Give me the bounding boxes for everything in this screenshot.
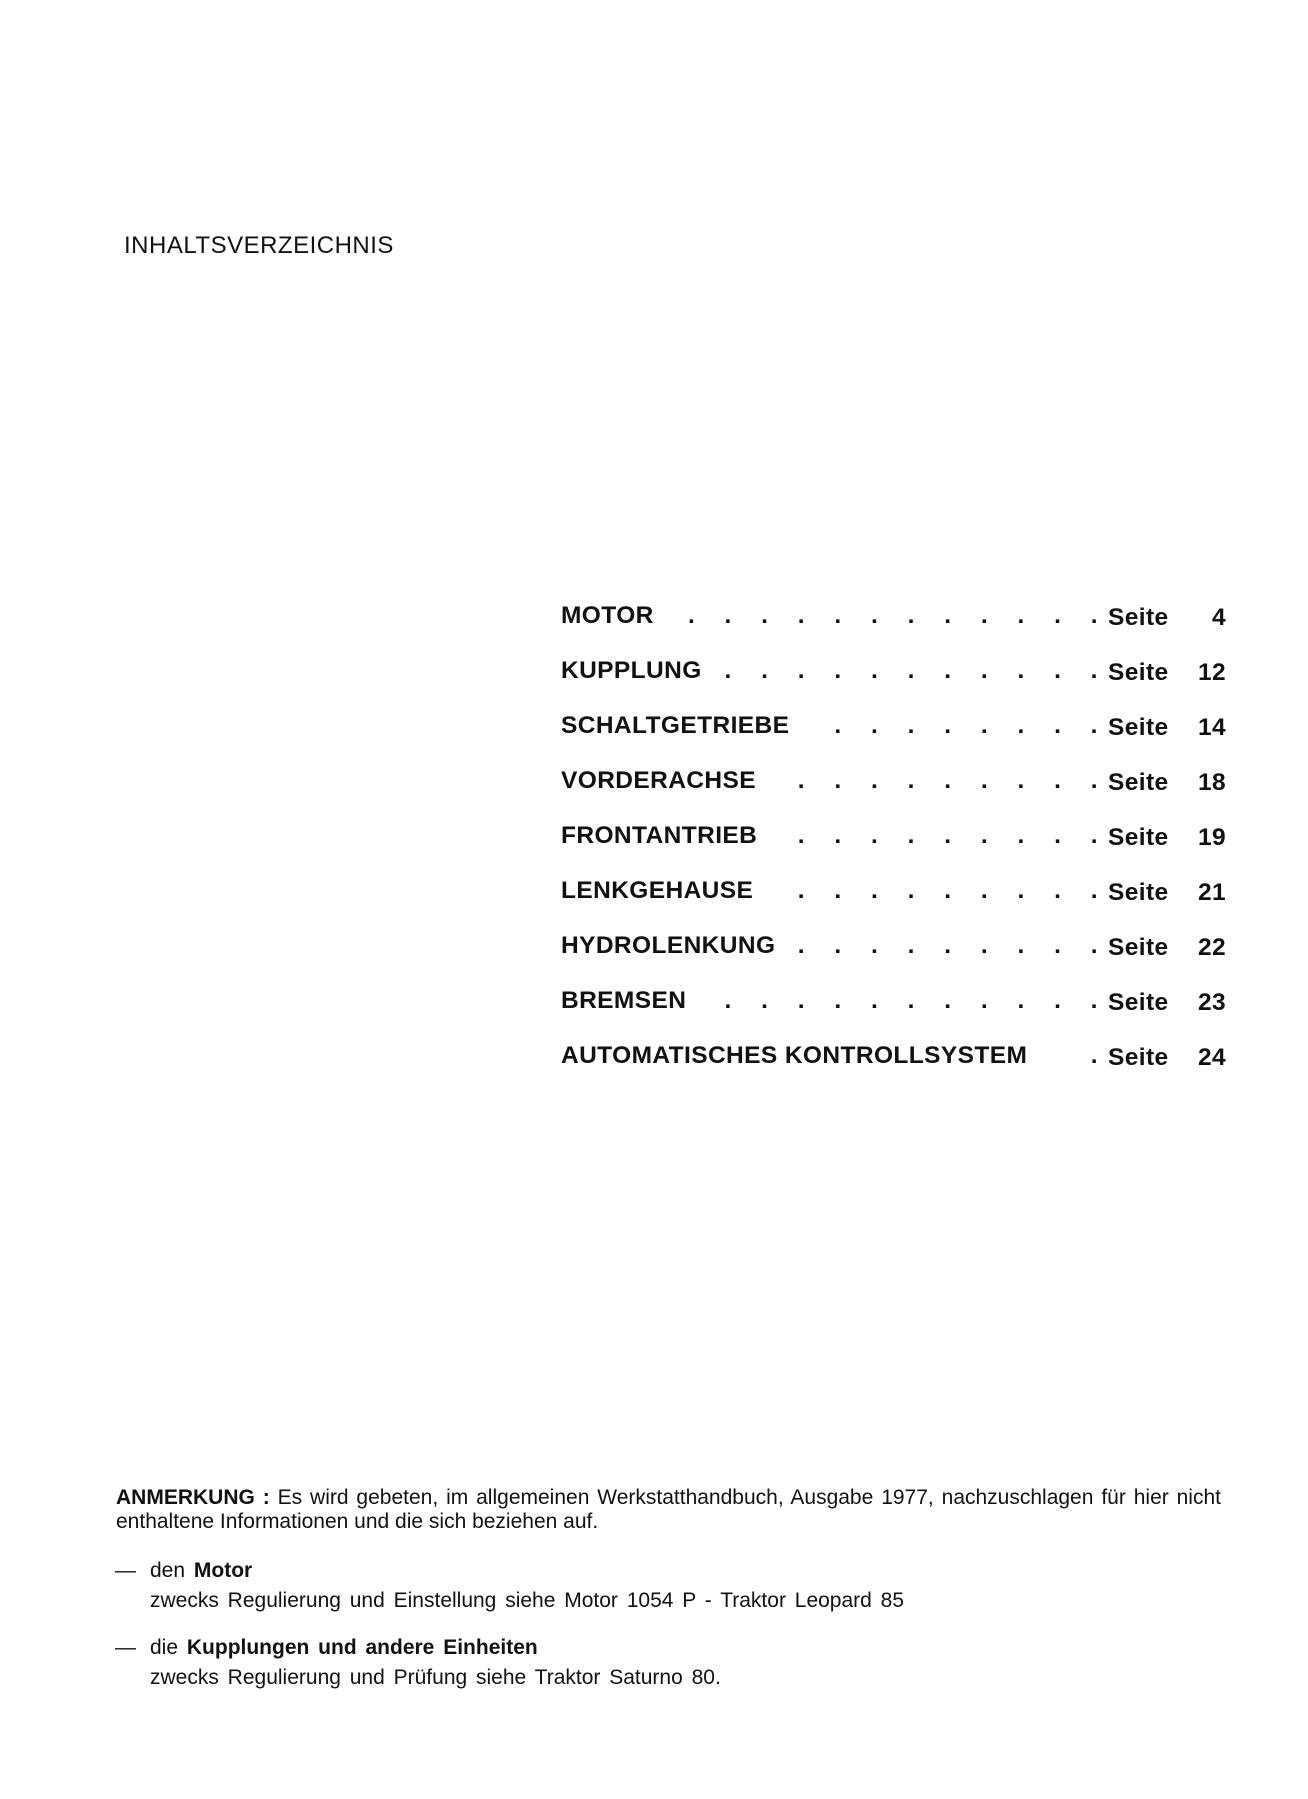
toc-page-number: 21 xyxy=(1197,879,1226,906)
toc-leader-dots: . . . . . . . . . . . xyxy=(724,657,1109,684)
note-item-detail: zwecks Regulierung und Prüfung siehe Traktor Saturno 80. xyxy=(150,1666,721,1689)
toc-entry-title: HYDROLENKUNG xyxy=(561,932,776,959)
toc-page-number: 24 xyxy=(1197,1044,1226,1071)
toc-entry xyxy=(561,702,1226,757)
toc-entry-title: KUPPLUNG xyxy=(561,657,702,684)
toc-seite-label: Seite xyxy=(1108,1044,1169,1071)
note-item-detail: zwecks Regulierung und Einstellung siehe Motor 1054 P - Traktor Leopard 85 xyxy=(150,1589,905,1612)
toc-leader-dots: . . . . . . . . . xyxy=(797,767,1109,794)
toc-page-number: 18 xyxy=(1197,769,1226,796)
toc-seite-label: Seite xyxy=(1108,659,1169,686)
toc-entry-title: BREMSEN xyxy=(561,987,687,1014)
toc-leader-dots: . . . . . . . . . xyxy=(797,932,1109,959)
toc-entry xyxy=(561,1032,1226,1087)
toc-page-number: 14 xyxy=(1197,714,1226,741)
toc-seite-label: Seite xyxy=(1108,769,1169,796)
toc-entry-title: VORDERACHSE xyxy=(561,767,756,794)
toc-seite-label: Seite xyxy=(1108,824,1169,851)
page-title: INHALTSVERZEICHNIS xyxy=(124,232,394,259)
table-of-contents xyxy=(561,592,1226,1087)
toc-leader-dots: . . . . . . . . . xyxy=(797,822,1109,849)
note-item-lead: die xyxy=(150,1636,179,1659)
note-item-kupplungen xyxy=(115,1633,721,1693)
dash-bullet: — xyxy=(115,1559,136,1582)
note-text: Es wird gebeten, im allgemeinen Werkstatthandbuch, Ausgabe 1977, nachzuschlagen für hier nicht enthaltene Informationen und die sich beziehen auf. xyxy=(116,1486,1221,1533)
note-item-lead: den xyxy=(150,1559,186,1582)
toc-page-number: 12 xyxy=(1197,659,1226,686)
toc-entry xyxy=(561,812,1226,867)
dash-bullet: — xyxy=(115,1636,136,1659)
toc-leader-dots: . . . . . . . . . . . . xyxy=(687,602,1109,629)
note-item-bold: Motor xyxy=(193,1559,253,1582)
toc-entry-title: AUTOMATISCHES KONTROLLSYSTEM xyxy=(561,1042,1028,1069)
toc-seite-label: Seite xyxy=(1108,934,1169,961)
toc-leader-dots: . . . . . . . . . xyxy=(797,877,1109,904)
note-item-bold: Kupplungen und andere Einheiten xyxy=(186,1636,538,1659)
toc-entry xyxy=(561,867,1226,922)
toc-entry xyxy=(561,977,1226,1032)
note-label: ANMERKUNG : xyxy=(116,1486,270,1509)
toc-page-number: 19 xyxy=(1197,824,1226,851)
toc-seite-label: Seite xyxy=(1108,714,1169,741)
toc-entry xyxy=(561,592,1226,647)
toc-entry xyxy=(561,757,1226,812)
toc-entry xyxy=(561,647,1226,702)
toc-entry-title: FRONTANTRIEB xyxy=(561,822,758,849)
toc-entry xyxy=(561,922,1226,977)
toc-seite-label: Seite xyxy=(1108,989,1169,1016)
note-paragraph xyxy=(116,1486,1221,1534)
toc-seite-label: Seite xyxy=(1108,604,1169,631)
toc-seite-label: Seite xyxy=(1108,879,1169,906)
toc-entry-title: LENKGEHAUSE xyxy=(561,877,754,904)
note-item-motor xyxy=(115,1556,905,1616)
toc-leader-dots: . xyxy=(1090,1042,1109,1069)
toc-page-number: 23 xyxy=(1197,989,1226,1016)
toc-leader-dots: . . . . . . . . xyxy=(834,712,1109,739)
toc-entry-title: MOTOR xyxy=(561,602,654,629)
toc-page-number: 4 xyxy=(1211,604,1226,631)
toc-entry-title: SCHALTGETRIEBE xyxy=(561,712,790,739)
toc-page-number: 22 xyxy=(1197,934,1226,961)
toc-leader-dots: . . . . . . . . . . . xyxy=(724,987,1109,1014)
